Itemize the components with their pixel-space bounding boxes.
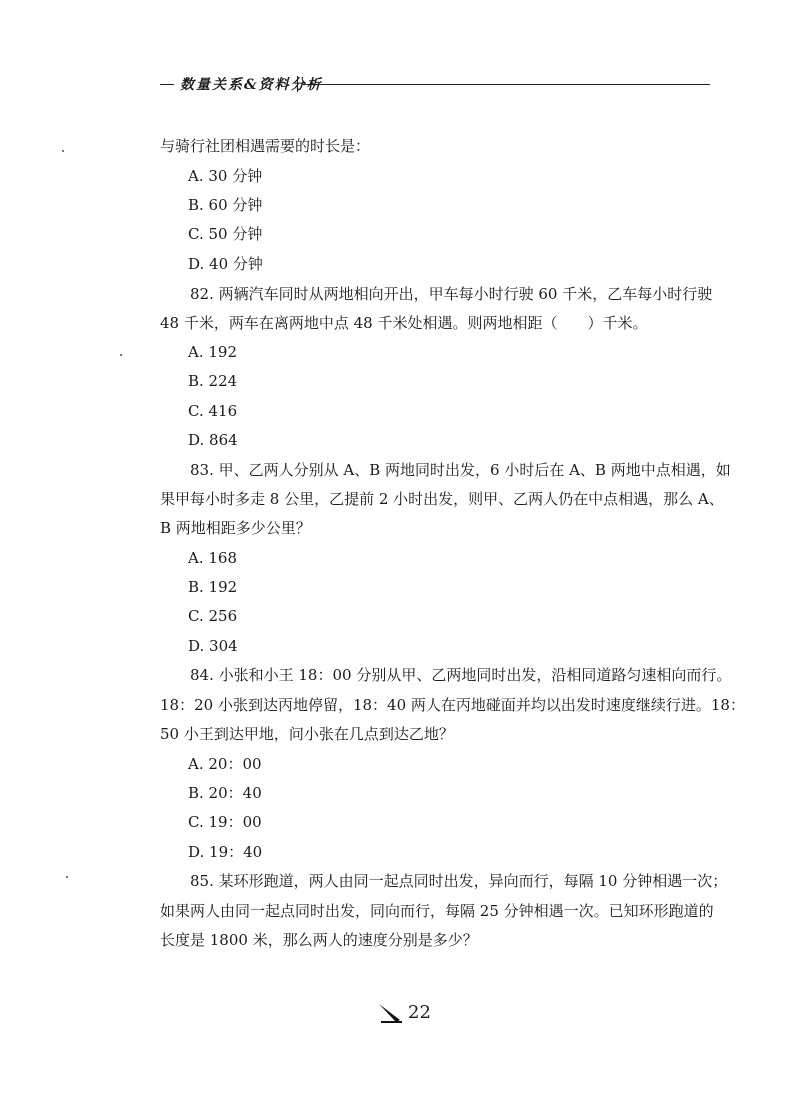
q82-stem-line-1: 82. 两辆汽车同时从两地相向开出，甲车每小时行驶 60 千米，乙车每小时行驶 — [190, 285, 713, 303]
page-footer — [378, 1000, 458, 1028]
header-dash — [160, 84, 174, 85]
scan-speck — [66, 876, 68, 878]
header-rule — [302, 84, 710, 85]
prev-option-a: A. 30 分钟 — [188, 167, 263, 185]
q84-option-c: C. 19：00 — [188, 813, 262, 831]
q83-stem-line-2: 果甲每小时多走 8 公里，乙提前 2 小时出发，则甲、乙两人仍在中点相遇，那么 A、 — [160, 490, 724, 508]
q82-stem-line-2: 48 千米，两车在离两地中点 48 千米处相遇。则两地相距（ ）千米。 — [160, 314, 648, 332]
q82-option-b: B. 224 — [188, 372, 238, 390]
q85-stem-line-1: 85. 某环形跑道，两人由同一起点同时出发，异向而行，每隔 10 分钟相遇一次； — [190, 872, 728, 890]
q83-stem-line-3: B 两地相距多少公里？ — [160, 519, 311, 537]
scan-speck — [120, 354, 122, 356]
q83-option-c: C. 256 — [188, 607, 238, 625]
q85-stem-line-3: 长度是 1800 米，那么两人的速度分别是多少？ — [160, 931, 478, 949]
running-header — [160, 72, 720, 98]
prev-option-d: D. 40 分钟 — [188, 255, 263, 273]
q84-stem-line-2: 18：20 小张到达丙地停留，18：40 两人在丙地碰面并均以出发时速度继续行进。18： — [160, 696, 745, 714]
q84-option-d: D. 19：40 — [188, 843, 263, 861]
q83-option-b: B. 192 — [188, 578, 238, 596]
q82-option-c: C. 416 — [188, 402, 238, 420]
q83-option-a: A. 168 — [188, 549, 237, 567]
q82-option-a: A. 192 — [188, 343, 237, 361]
header-divider — [297, 76, 298, 92]
continuation-text: 与骑行社团相遇需要的时长是： — [160, 137, 371, 155]
q85-stem-line-2: 如果两人由同一起点同时出发，同向而行，每隔 25 分钟相遇一次。已知环形跑道的 — [160, 902, 714, 920]
page-number: 22 — [408, 1002, 431, 1023]
q84-option-a: A. 20：00 — [188, 755, 262, 773]
prev-option-c: C. 50 分钟 — [188, 225, 263, 243]
q84-option-b: B. 20：40 — [188, 784, 262, 802]
header-title: 数量关系&资料分析 — [180, 77, 323, 93]
prev-option-b: B. 60 分钟 — [188, 196, 263, 214]
q83-option-d: D. 304 — [188, 637, 238, 655]
q84-stem-line-1: 84. 小张和小王 18：00 分别从甲、乙两地同时出发，沿相同道路匀速相向而行。 — [190, 666, 732, 684]
q84-stem-line-3: 50 小王到达甲地，问小张在几点到达乙地？ — [160, 725, 454, 743]
q82-option-d: D. 864 — [188, 431, 238, 449]
quill-icon — [378, 1002, 404, 1024]
scan-speck — [62, 150, 64, 152]
q83-stem-line-1: 83. 甲、乙两人分别从 A、B 两地同时出发，6 小时后在 A、B 两地中点相遇，如 — [190, 461, 731, 479]
